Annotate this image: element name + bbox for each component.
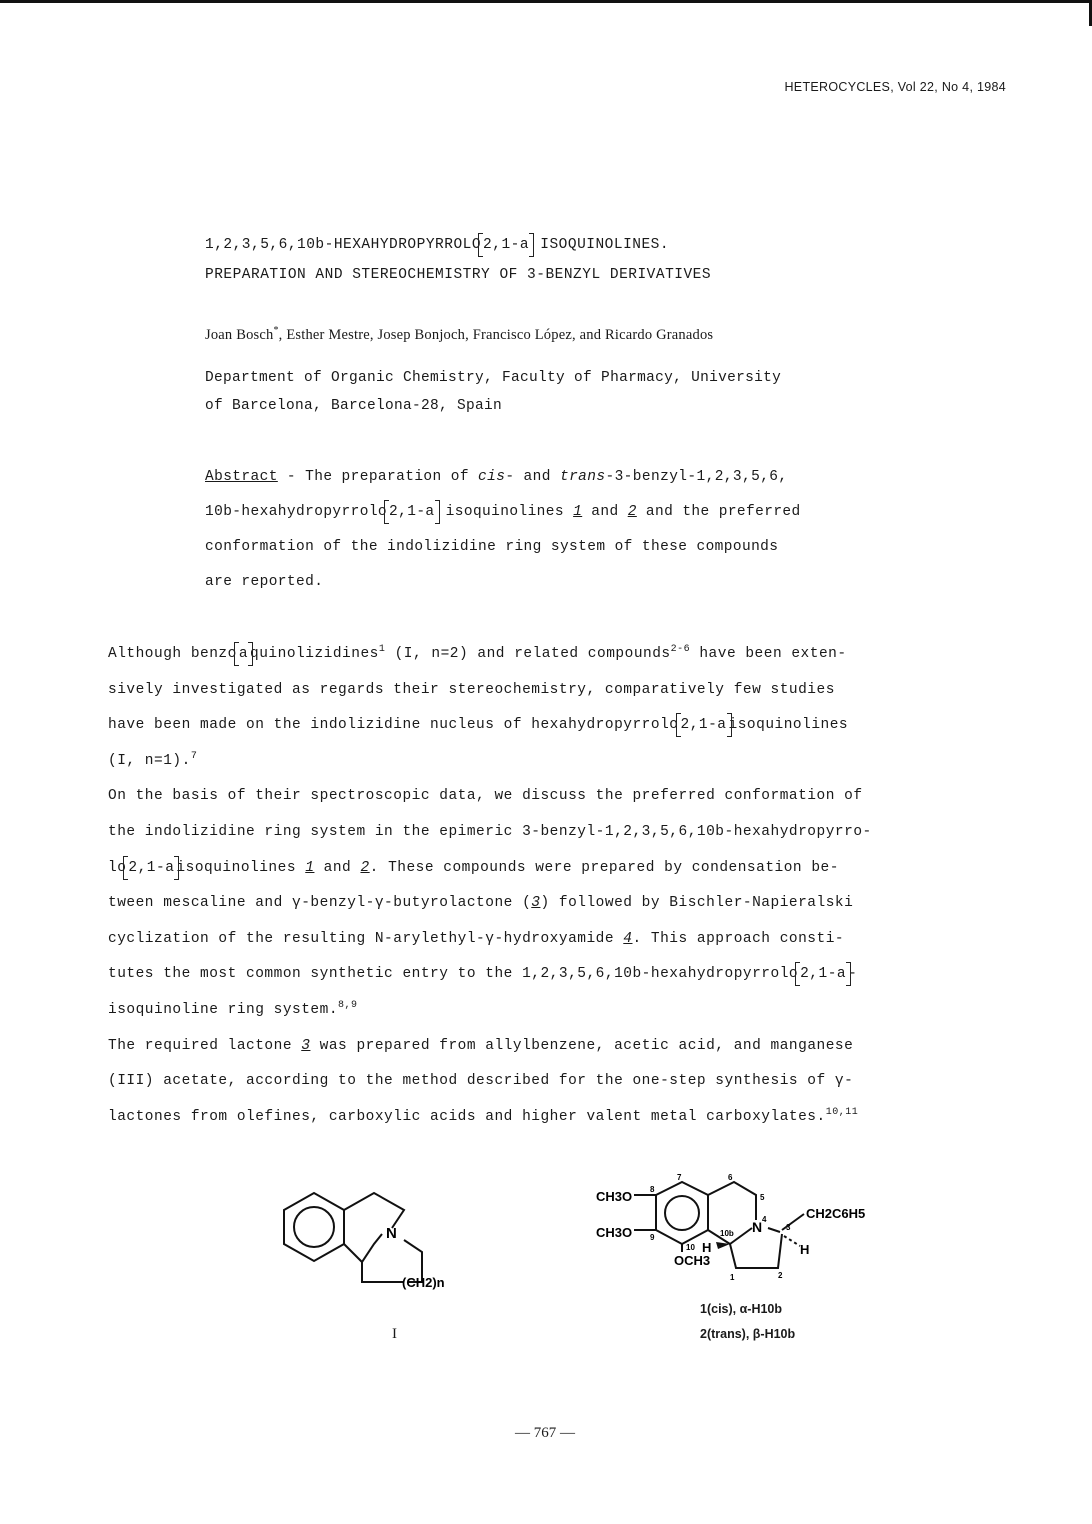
paragraph-2 [108, 779, 1008, 1028]
och3-10-label: OCH3 [674, 1253, 711, 1268]
ref-sup: 2-6 [670, 644, 691, 656]
compound-number: 3 [301, 1037, 311, 1054]
compound-number: 4 [623, 930, 633, 947]
ref-sup: 1 [378, 644, 386, 656]
title-bracket: 2,1-a [483, 237, 530, 253]
paragraph-3 [108, 1029, 1008, 1136]
body-text [108, 637, 1008, 1135]
text: . These compounds were prepared by condensation be- [369, 859, 839, 876]
title-line-1 [205, 230, 711, 260]
bracket: a [238, 646, 249, 662]
compound-number: 1 [573, 504, 583, 520]
text: lactones from olefines, carboxylic acids and higher valent metal carboxylates. [108, 1108, 826, 1125]
structure-I-label: I [392, 1326, 397, 1342]
text: ) followed by Bischler-Napieralski [540, 895, 854, 912]
pos-8: 8 [650, 1185, 655, 1194]
text: The required lactone [108, 1037, 302, 1054]
ring-junction [344, 1234, 382, 1262]
abstract [205, 460, 925, 600]
structure-I-diagram [270, 1170, 470, 1290]
authors [205, 327, 713, 344]
text: and [314, 859, 361, 876]
pos-10b: 10b [720, 1229, 734, 1238]
pos-7: 7 [677, 1173, 682, 1182]
nitrogen-label: N [386, 1225, 397, 1242]
text: have been made on the indolizidine nucleus of hexahydropyrrolo [108, 717, 679, 734]
pos-9: 9 [650, 1233, 655, 1242]
pos-5: 5 [760, 1193, 765, 1202]
ch2n-label: (CH2)n [402, 1275, 445, 1290]
author-rest: , Esther Mestre, Josep Bonjoch, Francisco López, and Ricardo Granados [278, 327, 714, 343]
text: On the basis of their spectroscopic data, we discuss the preferred conformation of [108, 788, 863, 805]
paragraph-1 [108, 637, 1008, 779]
pos-10: 10 [686, 1243, 695, 1252]
corresponding-mark: * [273, 325, 279, 337]
text: (I, n=1). [108, 752, 191, 769]
pos-2: 2 [778, 1271, 783, 1280]
abstract-text: -3-benzyl-1,2,3,5,6, [605, 469, 788, 485]
aromatic-ring [656, 1182, 708, 1244]
benzyl-label: CH2C6H5 [806, 1206, 866, 1221]
page-number: — 767 — [515, 1425, 575, 1441]
ref-sup: 8,9 [338, 1000, 358, 1012]
text: isoquinolines [728, 717, 849, 734]
ring-b-bonds [344, 1193, 404, 1228]
text: have been exten- [690, 646, 847, 662]
pos-3: 3 [786, 1223, 791, 1232]
text: (III) acetate, according to the method described for the one-step synthesis of γ- [108, 1073, 854, 1090]
bracket: 2,1-a [800, 966, 847, 983]
ref-sup: 7 [190, 750, 198, 762]
affiliation-line-2: of Barcelona, Barcelona-28, Spain [205, 398, 503, 414]
abstract-bracket: 2,1-a [389, 504, 435, 520]
abstract-text: - and [505, 469, 560, 485]
affiliation-line-1: Department of Organic Chemistry, Faculty of Pharmacy, University [205, 370, 782, 386]
text: (I, n=2) and related compounds [385, 646, 671, 662]
text: tween mescaline and γ-benzyl-γ-butyrolactone ( [108, 895, 532, 912]
text: sively investigated as regards their stereochemistry, comparatively few studies [108, 681, 835, 698]
paper-title [205, 230, 711, 290]
author-first: Joan Bosch [205, 327, 274, 343]
affiliation [205, 364, 781, 420]
abstract-text: and the preferred [636, 504, 801, 520]
abstract-line-3: conformation of the indolizidine ring system of these compounds [205, 539, 779, 555]
pos-6: 6 [728, 1173, 733, 1182]
och3-8-label: CH3O [596, 1189, 633, 1204]
bracket: 2,1-a [128, 859, 175, 876]
structure-1-2-diagram [592, 1170, 882, 1300]
caption-trans: 2(trans), β-H10b [700, 1327, 796, 1341]
abstract-text: - The preparation of [277, 469, 479, 485]
compound-number: 2 [627, 504, 637, 520]
caption-cis: 1(cis), α-H10b [700, 1302, 783, 1316]
ring-c-lower [362, 1262, 404, 1282]
text: isoquinolines [176, 859, 306, 876]
title-text-end: ISOQUINOLINES. [540, 237, 670, 253]
pos-4: 4 [762, 1215, 767, 1224]
h3-label: H [800, 1242, 810, 1257]
abstract-text: 10b-hexahydropyrrolo [205, 504, 388, 520]
compound-number: 3 [531, 895, 541, 912]
aromatic-circle [665, 1196, 699, 1230]
abstract-line-4: are reported. [205, 574, 324, 590]
running-head: HETEROCYCLES, Vol 22, No 4, 1984 [784, 80, 1006, 94]
abstract-line-1 [205, 460, 925, 495]
trans-word: trans [559, 469, 606, 485]
ref-sup: 10,11 [825, 1106, 859, 1118]
och3-9-label: CH3O [596, 1225, 633, 1240]
pos-1: 1 [730, 1273, 735, 1282]
abstract-text: and [582, 504, 628, 520]
h3-dashed-bond [784, 1236, 800, 1246]
abstract-label: Abstract [205, 469, 278, 485]
cis-word: cis [478, 469, 506, 485]
text: quinolizidines [250, 646, 379, 662]
text: the indolizidine ring system in the epimeric 3-benzyl-1,2,3,5,6,10b-hexahydropyrro- [108, 823, 872, 840]
text: was prepared from allylbenzene, acetic acid, and manganese [310, 1037, 854, 1054]
top-rule [0, 0, 1092, 3]
compound-number: 2 [360, 859, 370, 876]
aromatic-circle [294, 1207, 334, 1247]
nitrogen-label: N [752, 1219, 763, 1235]
ring-b-bonds [708, 1182, 756, 1220]
title-text: 1,2,3,5,6,10b-HEXAHYDROPYRROLO [205, 237, 482, 253]
text: isoquinoline ring system. [108, 1001, 339, 1018]
abstract-line-2 [205, 495, 925, 530]
text: - [848, 966, 858, 983]
bracket: 2,1-a [680, 717, 727, 734]
text: lo [108, 859, 127, 876]
title-line-2: PREPARATION AND STEREOCHEMISTRY OF 3-BENZYL DERIVATIVES [205, 267, 712, 283]
text: . This approach consti- [632, 930, 845, 947]
compound-number: 1 [305, 859, 315, 876]
text: Although benzo [108, 646, 237, 662]
abstract-text: isoquinolines [445, 504, 574, 520]
text: cyclization of the resulting N-arylethyl-γ-hydroxyamide [108, 930, 624, 947]
h10b-label: H [702, 1240, 712, 1255]
text: tutes the most common synthetic entry to the 1,2,3,5,6,10b-hexahydropyrrolo [108, 966, 799, 983]
n-c3-bond [768, 1228, 780, 1232]
